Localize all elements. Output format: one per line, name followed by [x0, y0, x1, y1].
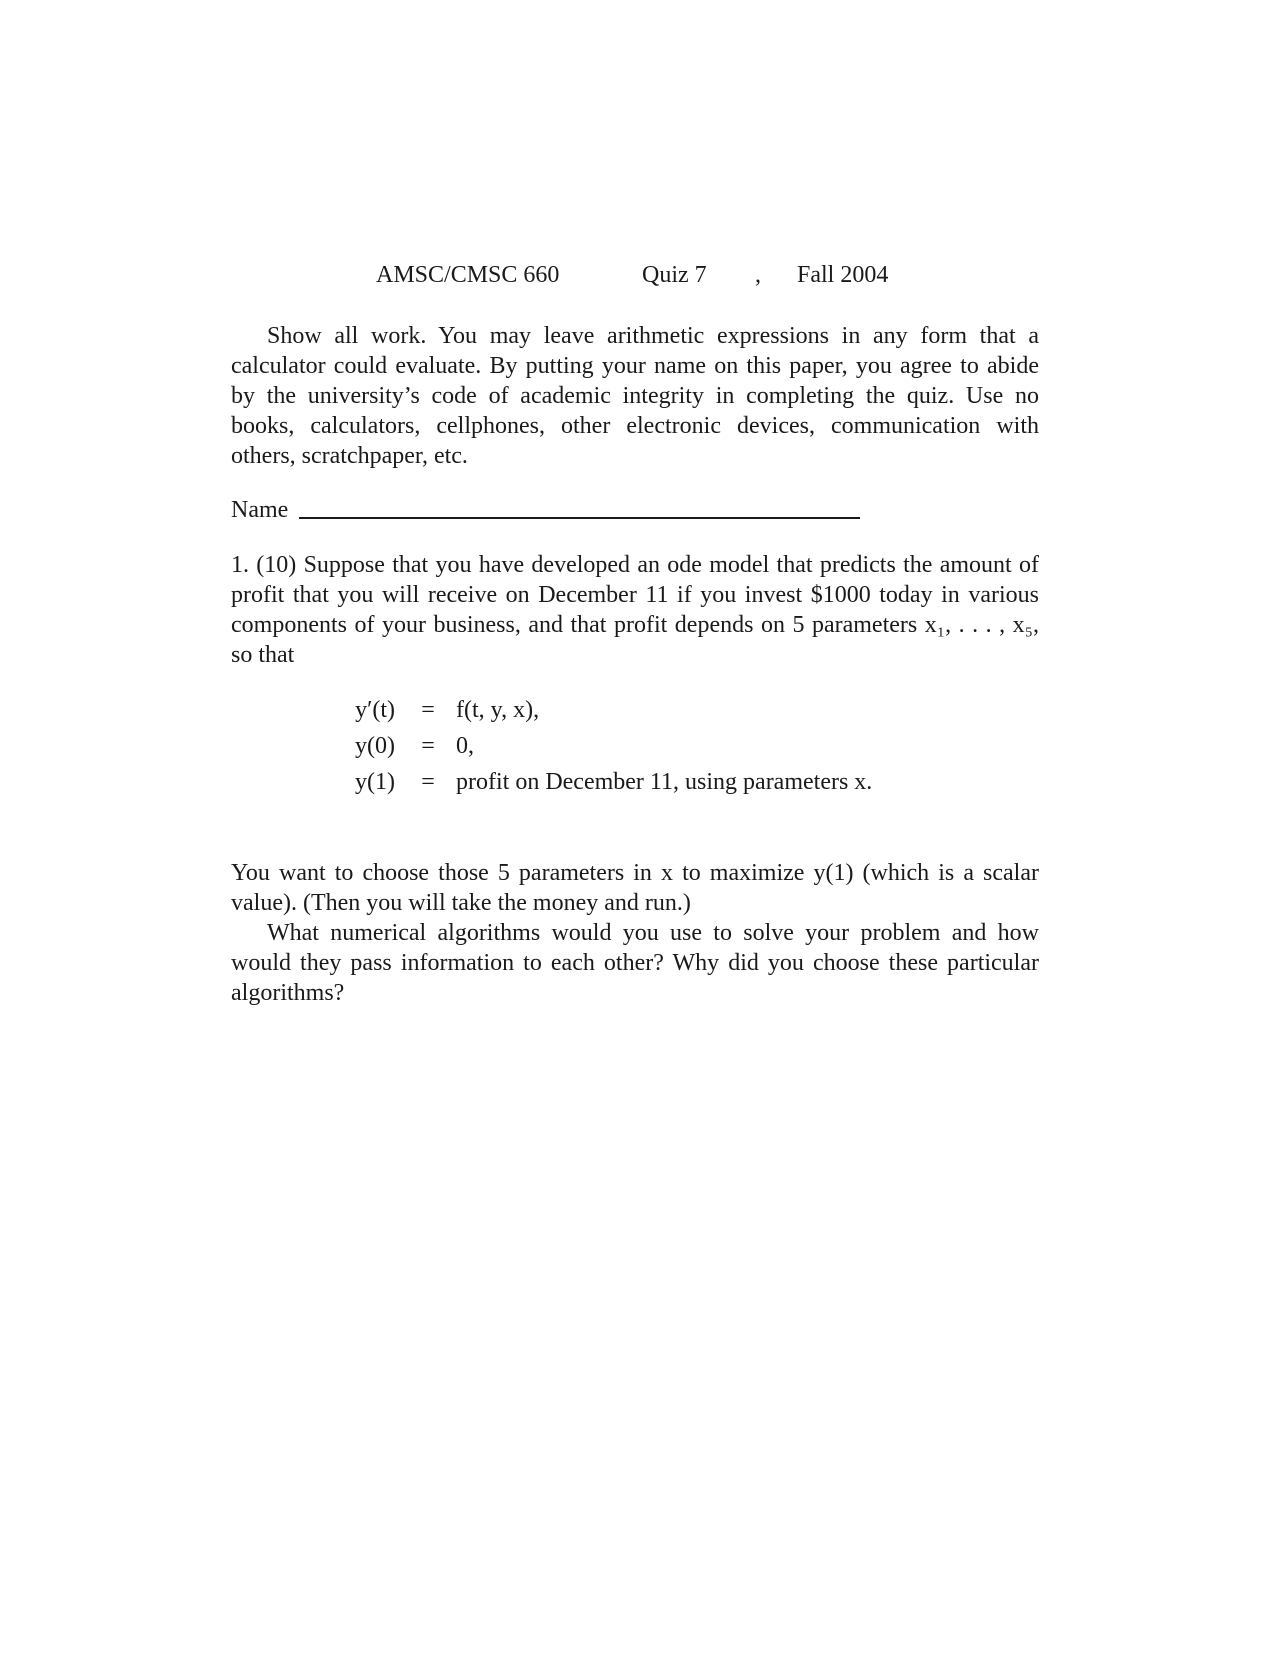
equation-lhs: y(1) [355, 769, 395, 795]
equation-equals: = [421, 769, 435, 795]
equation-equals: = [421, 697, 435, 723]
name-row [231, 497, 931, 527]
term: Fall 2004 [797, 262, 889, 288]
equation-equals: = [421, 733, 435, 759]
name-blank-line[interactable] [299, 517, 860, 519]
course-code: AMSC/CMSC 660 [376, 262, 560, 288]
question-1-text: 1. (10) Suppose that you have developed an ode model that predicts the amount of profit that you will receive on December 11 if you invest $1000 today in various components of your business, and that profit depends on 5 parameters x₁, . . . , x₅, so that [231, 552, 1039, 668]
instructions-paragraph: Show all work. You may leave arithmetic expressions in any form that a calculator could evaluate. By putting your name on this paper, you agree to abide by the university’s code of academic integrity in completing the quiz. Use no books, calculators, cellphones, other electronic devices, communication with others, scratchpaper, etc. [231, 323, 1039, 469]
question-1-followup: You want to choose those 5 parameters in x to maximize y(1) (which is a scalar value). (Then you will take the money and run.) [231, 860, 1039, 916]
question-1-prompt: What numerical algorithms would you use to solve your problem and how would they pass information to each other? Why did you choose these particular algorithms? [231, 920, 1039, 1006]
equation-rhs: profit on December 11, using parameters x. [456, 769, 873, 795]
quiz-title: Quiz 7 [642, 262, 707, 288]
equation-row [0, 697, 1280, 733]
equation-rhs: f(t, y, x), [456, 697, 540, 723]
equation-lhs: y′(t) [355, 697, 395, 723]
equation-row [0, 733, 1280, 769]
equation-row [0, 769, 1280, 805]
equation-lhs: y(0) [355, 733, 395, 759]
header-separator: , [755, 262, 761, 288]
equation-rhs: 0, [456, 733, 474, 759]
name-label: Name [231, 497, 289, 523]
quiz-header [0, 262, 1280, 296]
